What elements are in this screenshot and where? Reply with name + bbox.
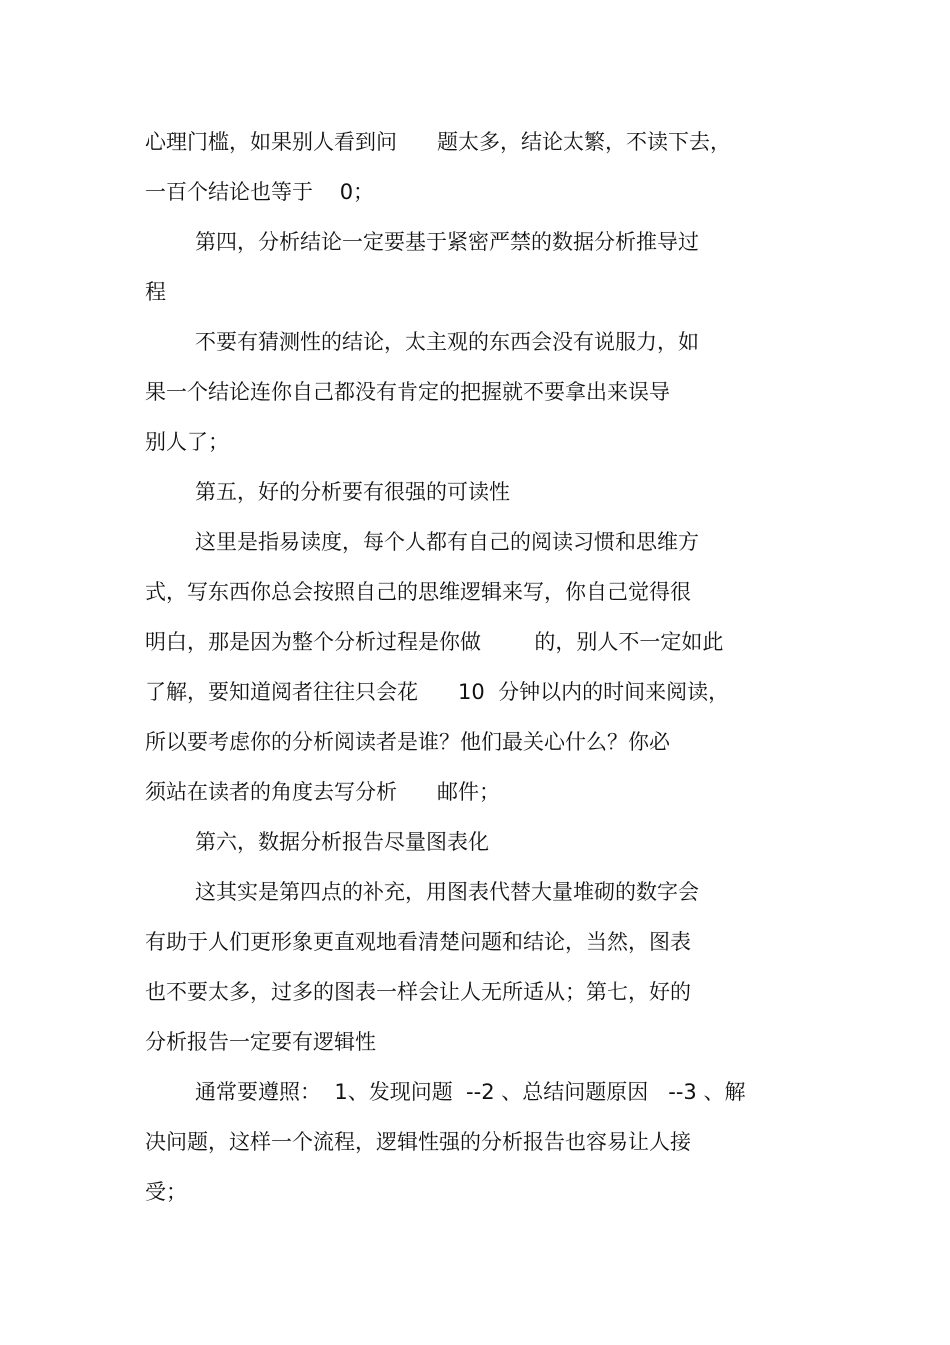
- text-line: 分析报告一定要有逻辑性: [145, 1030, 376, 1054]
- text-line: 通常要遵照： 1、发现问题 --2 、总结问题原因 --3 、解: [195, 1080, 746, 1104]
- text-line: 别人了；: [145, 430, 229, 454]
- section-heading: 第六，数据分析报告尽量图表化: [195, 830, 489, 854]
- text-line: 这里是指易读度，每个人都有自己的阅读习惯和思维方: [195, 530, 699, 554]
- text-line: 一百个结论也等于 0；: [145, 180, 375, 204]
- section-heading: 程: [145, 280, 166, 304]
- text-line: 所以要考虑你的分析阅读者是谁？他们最关心什么？你必: [145, 730, 670, 754]
- text-line: 明白，那是因为整个分析过程是你做 的，别人不一定如此: [145, 630, 724, 654]
- text-line: 式，写东西你总会按照自己的思维逻辑来写，你自己觉得很: [145, 580, 691, 604]
- text-line: 也不要太多，过多的图表一样会让人无所适从；第七，好的: [145, 980, 691, 1004]
- text-line: 这其实是第四点的补充，用图表代替大量堆砌的数字会: [195, 880, 699, 904]
- text-line: 决问题，这样一个流程，逻辑性强的分析报告也容易让人接: [145, 1130, 691, 1154]
- text-line: 心理门槛，如果别人看到问 题太多，结论太繁，不读下去，: [145, 130, 732, 154]
- section-heading: 第四，分析结论一定要基于紧密严禁的数据分析推导过: [195, 230, 699, 254]
- text-line: 受；: [145, 1180, 187, 1204]
- text-line: 了解，要知道阅者往往只会花 10 分钟以内的时间来阅读，: [145, 680, 730, 704]
- text-line: 须站在读者的角度去写分析 邮件；: [145, 780, 501, 804]
- section-heading: 第五，好的分析要有很强的可读性: [195, 480, 510, 504]
- text-line: 果一个结论连你自己都没有肯定的把握就不要拿出来误导: [145, 380, 670, 404]
- text-line: 有助于人们更形象更直观地看清楚问题和结论，当然，图表: [145, 930, 691, 954]
- text-line: 不要有猜测性的结论，太主观的东西会没有说服力，如: [195, 330, 699, 354]
